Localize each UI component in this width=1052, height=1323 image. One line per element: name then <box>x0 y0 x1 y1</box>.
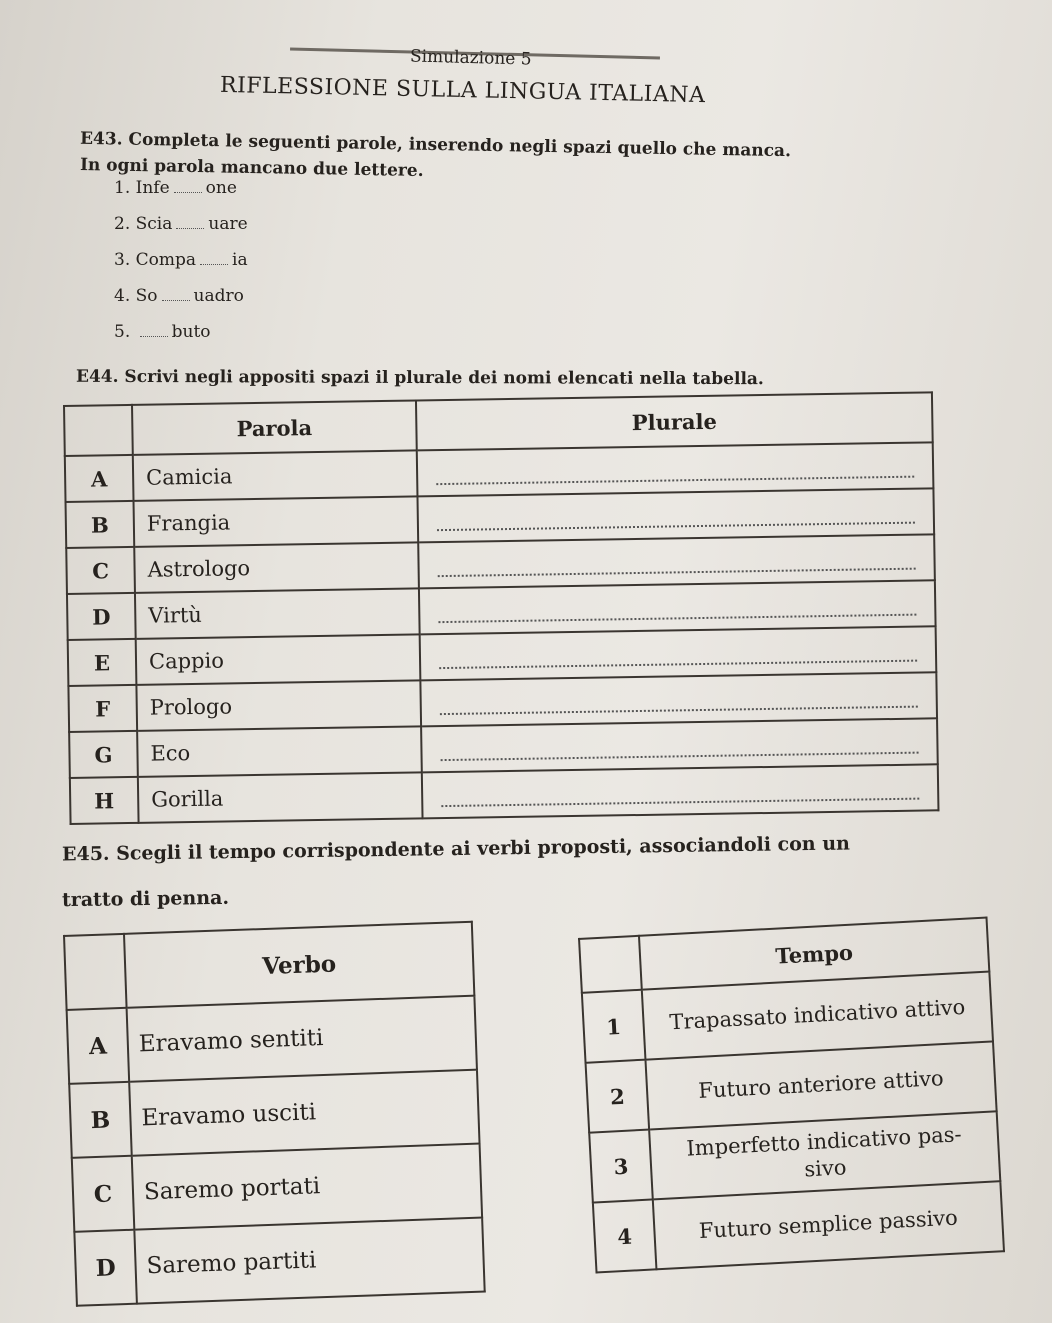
item-number: 3. <box>114 250 131 270</box>
corner-cell <box>64 934 127 1010</box>
item-number: 1. <box>114 178 131 198</box>
item-end: one <box>205 178 237 198</box>
plural-table <box>63 391 939 825</box>
row-word: Virtù <box>135 588 420 638</box>
table-row <box>69 1070 479 1158</box>
col-header-tense: Tempo <box>639 918 989 990</box>
row-letter: A <box>65 455 134 502</box>
row-letter: B <box>66 501 135 548</box>
verb-cell[interactable]: Eravamo sentiti <box>127 996 477 1082</box>
verb-table <box>63 921 486 1307</box>
row-letter: D <box>74 1230 137 1306</box>
e45-instruction: E45. Scegli il tempo corrispondente ai verbi proposti, associandoli con un <box>61 832 851 866</box>
e43-item[interactable] <box>114 250 248 270</box>
tense-text: Imperfetto indicativo pas- <box>685 1121 963 1161</box>
item-number: 5. <box>114 322 131 342</box>
row-letter: B <box>69 1082 132 1158</box>
e43-item[interactable] <box>114 214 248 234</box>
blank[interactable] <box>162 300 190 301</box>
page-title: RIFLESSIONE SULLA LINGUA ITALIANA <box>219 72 706 109</box>
plural-blank[interactable] <box>421 718 938 772</box>
e43-item[interactable] <box>114 178 237 198</box>
row-letter: A <box>67 1008 130 1084</box>
e43-instruction: E43. Completa le seguenti parole, inserendo negli spazi quello che manca. <box>79 128 792 162</box>
simulation-label: Simulazione 5 <box>409 46 532 70</box>
row-number: 2 <box>586 1060 650 1133</box>
item-number: 4. <box>114 286 131 306</box>
item-end: uare <box>208 214 248 234</box>
row-letter: C <box>66 547 135 594</box>
row-word: Gorilla <box>138 772 423 822</box>
table-row <box>74 1218 484 1306</box>
table-row <box>72 1144 482 1232</box>
tense-table <box>578 917 1005 1274</box>
e45-instruction-2: tratto di penna. <box>61 886 230 912</box>
row-letter: E <box>68 639 137 686</box>
e43-item[interactable] <box>114 286 244 306</box>
col-header-plural: Plurale <box>416 392 933 450</box>
plural-blank[interactable] <box>420 626 937 680</box>
row-number: 3 <box>589 1130 653 1203</box>
col-header-verb: Verbo <box>124 922 474 1008</box>
plural-blank[interactable] <box>417 488 934 542</box>
e43-item[interactable] <box>114 322 211 342</box>
blank[interactable] <box>140 336 168 337</box>
row-letter: D <box>67 593 136 640</box>
item-number: 2. <box>114 214 131 234</box>
col-header-word: Parola <box>132 400 417 454</box>
item-start: Compa <box>135 250 197 270</box>
row-word: Prologo <box>136 680 421 730</box>
verb-cell[interactable]: Eravamo usciti <box>129 1070 479 1156</box>
plural-blank[interactable] <box>418 534 935 588</box>
plural-blank[interactable] <box>422 764 939 818</box>
item-end: ia <box>232 250 248 270</box>
item-end: buto <box>171 322 211 342</box>
row-number: 4 <box>593 1199 657 1272</box>
row-word: Eco <box>137 726 422 776</box>
tense-text: Futuro anteriore attivo <box>697 1066 945 1104</box>
plural-blank[interactable] <box>419 580 936 634</box>
verb-cell[interactable]: Saremo portati <box>132 1144 482 1230</box>
plural-blank[interactable] <box>417 442 934 496</box>
row-word: Frangia <box>134 496 419 546</box>
corner-cell <box>64 405 133 456</box>
row-word: Cappio <box>136 634 421 684</box>
blank[interactable] <box>176 228 204 229</box>
verb-cell[interactable]: Saremo partiti <box>134 1218 484 1304</box>
row-number: 1 <box>582 990 646 1063</box>
row-word: Camicia <box>133 450 418 500</box>
item-start: Scia <box>135 214 173 234</box>
e44-instruction: E44. Scrivi negli appositi spazi il plurale dei nomi elencati nella tabella. <box>75 366 764 390</box>
tense-text: Trapassato indicativo attivo <box>668 995 966 1035</box>
e43-instruction-2: In ogni parola mancano due lettere. <box>79 155 424 181</box>
blank[interactable] <box>200 264 228 265</box>
tense-text: Futuro semplice passivo <box>698 1205 959 1244</box>
row-letter: H <box>70 777 139 824</box>
plural-blank[interactable] <box>420 672 937 726</box>
tense-text-cont: sivo <box>803 1155 847 1182</box>
item-start: So <box>135 286 158 306</box>
row-letter: C <box>72 1156 135 1232</box>
row-letter: G <box>69 731 138 778</box>
table-row <box>67 996 477 1084</box>
corner-cell <box>579 936 642 993</box>
blank[interactable] <box>174 192 202 193</box>
item-start: Infe <box>135 178 170 198</box>
row-letter: F <box>68 685 137 732</box>
item-end: uadro <box>193 286 244 306</box>
row-word: Astrologo <box>134 542 419 592</box>
